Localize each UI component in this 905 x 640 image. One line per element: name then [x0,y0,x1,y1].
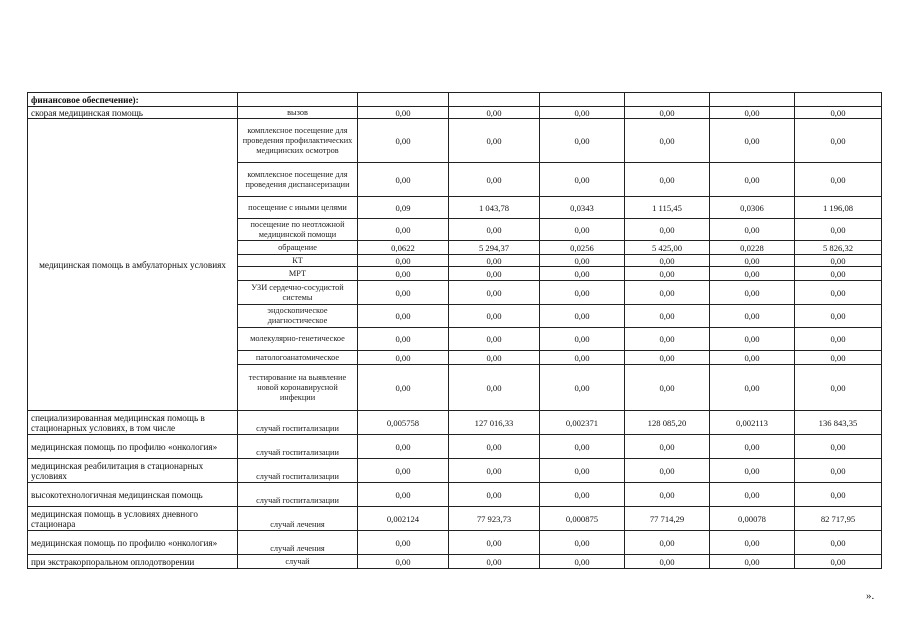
value-cell: 0,00 [710,163,795,197]
value-cell: 0,00 [795,163,882,197]
unit-cell: посещение с иными целями [238,197,358,219]
value-cell: 0,00 [540,163,625,197]
value-cell: 128 085,20 [625,411,710,435]
unit-cell: вызов [238,107,358,119]
value-cell: 0,00 [358,531,449,555]
value-cell: 0,00 [449,483,540,507]
value-cell: 77 923,73 [449,507,540,531]
value-cell: 1 043,78 [449,197,540,219]
value-cell: 0,00 [795,281,882,305]
table-row [28,531,882,555]
value-cell: 0,00 [358,328,449,351]
value-cell: 0,00 [540,219,625,241]
value-cell: 0,00 [710,555,795,569]
empty-cell [540,93,625,107]
value-cell: 0,00 [710,328,795,351]
value-cell: 0,00 [625,483,710,507]
row-name: медицинская реабилитация в стационарных условиях [28,459,238,483]
value-cell: 0,00 [449,163,540,197]
value-cell: 0,00 [540,281,625,305]
value-cell: 0,00 [449,107,540,119]
empty-cell [710,93,795,107]
value-cell: 0,00 [710,119,795,163]
table-row [28,119,882,163]
value-cell: 0,00 [449,119,540,163]
row-name: скорая медицинская помощь [28,107,238,119]
value-cell: 0,00 [449,281,540,305]
row-name: финансовое обеспечение): [28,93,238,107]
value-cell: 0,00 [358,281,449,305]
value-cell: 0,00 [449,328,540,351]
value-cell: 0,00 [795,107,882,119]
value-cell: 0,09 [358,197,449,219]
value-cell: 0,00 [358,555,449,569]
empty-cell [795,93,882,107]
value-cell: 0,00 [710,351,795,365]
value-cell: 0,00 [625,219,710,241]
value-cell: 0,00 [540,351,625,365]
value-cell: 0,00 [540,435,625,459]
value-cell: 0,00 [358,435,449,459]
value-cell: 0,00 [540,483,625,507]
value-cell: 0,00 [710,531,795,555]
value-cell: 0,00 [358,163,449,197]
value-cell: 0,00 [358,483,449,507]
row-name: при экстракорпоральном оплодотворении [28,555,238,569]
value-cell: 0,00 [358,107,449,119]
unit-cell: КТ [238,255,358,267]
value-cell: 0,00078 [710,507,795,531]
unit-cell: комплексное посещение для проведения профилактических медицинских осмотров [238,119,358,163]
row-name: высокотехнологичная медицинская помощь [28,483,238,507]
value-cell: 0,0256 [540,241,625,255]
unit-cell: патологоанатомическое [238,351,358,365]
value-cell: 0,00 [540,531,625,555]
value-cell: 0,0343 [540,197,625,219]
value-cell: 0,00 [449,365,540,411]
value-cell: 0,00 [358,219,449,241]
value-cell: 0,00 [625,305,710,328]
value-cell: 0,00 [540,459,625,483]
value-cell: 0,00 [449,351,540,365]
value-cell: 0,00 [710,435,795,459]
value-cell: 0,00 [710,459,795,483]
row-name: специализированная медицинская помощь в стационарных условиях, в том числе [28,411,238,435]
value-cell: 0,002124 [358,507,449,531]
value-cell: 0,00 [449,435,540,459]
value-cell: 0,00 [625,328,710,351]
value-cell: 0,00 [795,267,882,281]
value-cell: 0,00 [795,365,882,411]
table-row [28,483,882,507]
value-cell: 0,00 [625,281,710,305]
value-cell: 0,00 [795,219,882,241]
financing-table [27,92,882,569]
row-name: медицинская помощь в условиях дневного стационара [28,507,238,531]
value-cell: 0,00 [710,483,795,507]
empty-cell [449,93,540,107]
value-cell: 0,00 [625,531,710,555]
value-cell: 0,00 [625,119,710,163]
value-cell: 0,00 [358,267,449,281]
unit-cell: тестирование на выявление новой коронавирусной инфекции [238,365,358,411]
value-cell: 0,00 [710,255,795,267]
value-cell: 0,00 [540,305,625,328]
value-cell: 0,00 [710,281,795,305]
value-cell: 0,00 [625,267,710,281]
value-cell: 0,000875 [540,507,625,531]
value-cell: 0,00 [358,351,449,365]
value-cell: 0,00 [540,328,625,351]
value-cell: 0,00 [710,267,795,281]
value-cell: 0,00 [540,555,625,569]
unit-cell: случай лечения [238,507,358,531]
value-cell: 0,005758 [358,411,449,435]
value-cell: 0,00 [795,435,882,459]
unit-cell: случай госпитализации [238,435,358,459]
unit-cell: случай [238,555,358,569]
value-cell: 0,00 [795,305,882,328]
value-cell: 0,00 [449,305,540,328]
value-cell: 0,00 [625,555,710,569]
row-name: медицинская помощь по профилю «онкология» [28,435,238,459]
value-cell: 0,00 [358,459,449,483]
value-cell: 0,00 [540,365,625,411]
value-cell: 82 717,95 [795,507,882,531]
value-cell: 0,00 [358,255,449,267]
value-cell: 0,00 [625,163,710,197]
table-row [28,93,882,107]
value-cell: 0,0306 [710,197,795,219]
value-cell: 0,0622 [358,241,449,255]
value-cell: 0,00 [795,483,882,507]
value-cell: 0,00 [449,459,540,483]
value-cell: 77 714,29 [625,507,710,531]
value-cell: 5 826,32 [795,241,882,255]
value-cell: 0,00 [540,255,625,267]
value-cell: 0,00 [625,107,710,119]
value-cell: 0,00 [795,119,882,163]
value-cell: 0,00 [358,365,449,411]
unit-cell: комплексное посещение для проведения диспансеризации [238,163,358,197]
value-cell: 0,00 [358,305,449,328]
unit-cell: случай лечения [238,531,358,555]
value-cell: 0,00 [625,351,710,365]
value-cell: 5 425,00 [625,241,710,255]
value-cell: 0,00 [449,555,540,569]
unit-cell: случай госпитализации [238,411,358,435]
value-cell: 0,00 [710,305,795,328]
value-cell: 0,00 [795,328,882,351]
empty-cell [625,93,710,107]
value-cell: 0,00 [710,219,795,241]
value-cell: 0,00 [540,107,625,119]
table-row [28,555,882,569]
empty-cell [358,93,449,107]
table-row [28,411,882,435]
unit-cell: случай госпитализации [238,483,358,507]
unit-cell: посещение по неотложной медицинской помощи [238,219,358,241]
row-name: медицинская помощь по профилю «онкология» [28,531,238,555]
unit-cell: УЗИ сердечно-сосудистой системы [238,281,358,305]
value-cell: 0,00 [449,267,540,281]
table-row [28,507,882,531]
value-cell: 0,00 [449,219,540,241]
unit-cell: эндоскопическое диагностическое [238,305,358,328]
value-cell: 0,00 [795,459,882,483]
value-cell: 1 196,08 [795,197,882,219]
value-cell: 5 294,37 [449,241,540,255]
value-cell: 127 016,33 [449,411,540,435]
value-cell: 0,00 [710,107,795,119]
value-cell: 0,00 [710,365,795,411]
unit-cell: МРТ [238,267,358,281]
table-row [28,107,882,119]
value-cell: 0,00 [795,351,882,365]
value-cell: 0,00 [795,531,882,555]
closing-quote-mark: ». [866,590,875,602]
value-cell: 0,00 [625,365,710,411]
value-cell: 0,00 [795,255,882,267]
value-cell: 0,00 [540,267,625,281]
table-row [28,435,882,459]
value-cell: 0,00 [625,255,710,267]
value-cell: 0,00 [449,255,540,267]
value-cell: 0,002113 [710,411,795,435]
value-cell: 0,002371 [540,411,625,435]
value-cell: 0,00 [625,435,710,459]
unit-cell: обращение [238,241,358,255]
value-cell: 0,00 [358,119,449,163]
unit-cell: случай госпитализации [238,459,358,483]
value-cell: 0,00 [449,531,540,555]
value-cell: 0,0228 [710,241,795,255]
empty-cell [238,93,358,107]
value-cell: 1 115,45 [625,197,710,219]
value-cell: 0,00 [795,555,882,569]
value-cell: 0,00 [625,459,710,483]
value-cell: 136 843,35 [795,411,882,435]
value-cell: 0,00 [540,119,625,163]
row-name: медицинская помощь в амбулаторных условиях [28,119,238,411]
table-row [28,459,882,483]
unit-cell: молекулярно-генетическое [238,328,358,351]
